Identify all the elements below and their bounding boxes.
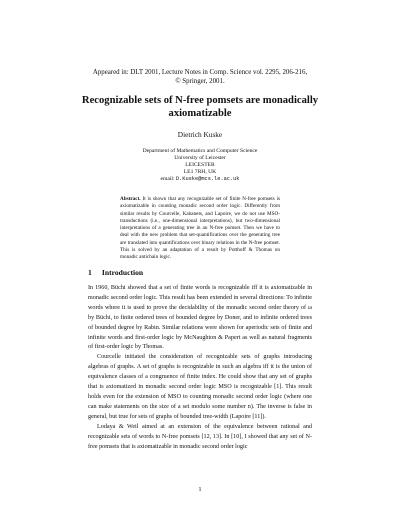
section-title: Introduction <box>101 268 144 277</box>
section-number: 1 <box>88 268 92 277</box>
paragraph: In 1960, Büchi showed that a set of finite words is recognizable iff it is axiomatizable in monadic second order logic. This result has been extended in several directions: To infinite words where it is used to prove the decidability of the monadic second order theory of ω by Büchi, to finite ordered trees of bounded degree by Doner, and to infinite ordered trees of bounded degree by Rabin. Similar relations were shown for aperiodic sets of finite and infinite words and first-order logic by McNaughton & Papert as well as natural fragments of first-order logic by Thomas. <box>88 285 312 351</box>
author-name: Dietrich Kuske <box>177 130 223 139</box>
author-affiliation <box>0 148 400 183</box>
abstract-text: It is shown that any recognizable set of finite N-free pomsets is axiomatizable in counting monadic second order logic. Differently from similar results by Courcelle, Kabanets, and Lapoire, we do not use MSO-transductions (i.e., one-dimensional interpretations), but two-dimensional interpretations of a generating tree in an N-free pomset. Then we have to deal with the new problem that set-quantifications over the generating tree are translated into quantifications over binary relations in the N-free pomset. This is solved by an adaptation of a result by Potthoff & Thomas on monadic antichain logic. <box>120 196 280 261</box>
publication-note <box>0 68 400 86</box>
publication-note-line-1: Appeared in: DLT 2001, Lecture Notes in Comp. Science vol. 2295, 206-216, <box>92 69 308 76</box>
paragraph: Courcelle initiated the consideration of recognizable sets of graphs introducing algebras of graphs. A set of graphs is recognizable in such an algebra iff it is the union of equivalence classes of a congruence of finite index. He could show that any set of graphs that is axiomatized in monadic second order logic MSO is recognizable [1]. This result holds even for the extension of MSO to counting monadic second order logic (where one can make statements on the size of a set modulo some number n). The inverse is false in general, but true for sets of graphs of bounded tree-width (Lapoire [11]). <box>88 354 312 420</box>
publication-note-line-2: © Springer, 2001. <box>175 78 225 86</box>
section-heading <box>88 268 328 277</box>
affiliation-university: University of Leicester <box>174 154 226 161</box>
affiliation-postcode: LE1 7RH, UK <box>183 168 217 175</box>
affiliation-email-line <box>0 176 400 183</box>
abstract-label: Abstract. <box>120 196 141 202</box>
paragraph: Lodaya & Weil aimed at an extension of the equivalence between rational and recognizable sets of words to N-free pomsets [12, 13]. In [10], I showed that any set of N-free pomsets that is axiomatizable in monadic second order logic <box>88 423 312 450</box>
affiliation-department: Department of Mathematics and Computer Science <box>142 148 258 154</box>
abstract <box>120 196 280 262</box>
affiliation-city: LEICESTER <box>185 161 215 168</box>
email-label: email: <box>160 175 175 182</box>
body-text <box>88 284 312 452</box>
page-number: 1 <box>198 486 202 493</box>
email-address: D.Kuske@mcs.le.ac.uk <box>175 175 240 182</box>
paper-title: Recognizable sets of N-free pomsets are monadically axiomatizable <box>81 95 319 119</box>
